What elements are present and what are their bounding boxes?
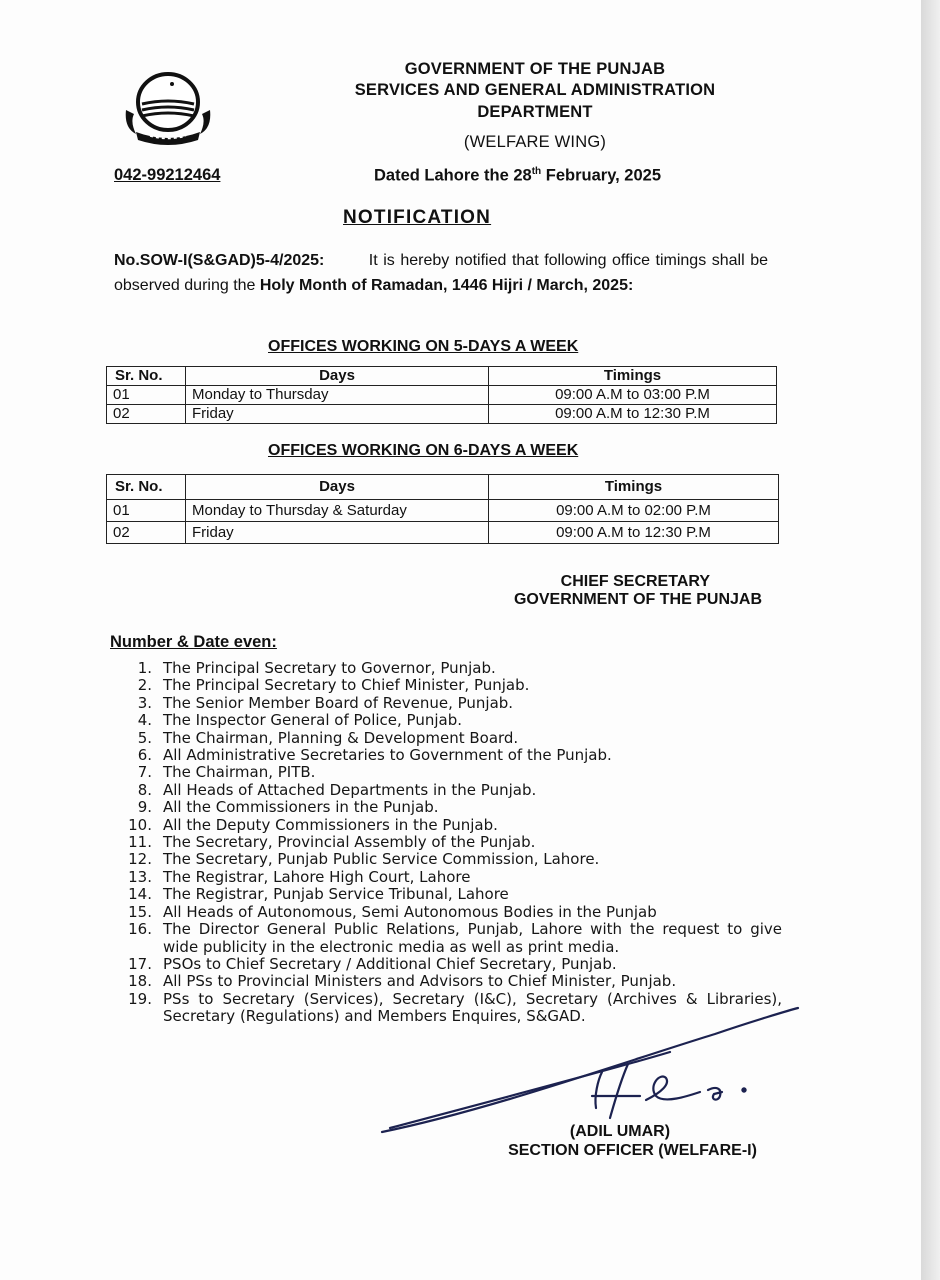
officer-designation: SECTION OFFICER (WELFARE-I) [508, 1142, 757, 1159]
list-item: 11. The Secretary, Provincial Assembly of the Punjab. [128, 833, 536, 852]
list-item: 10. All the Deputy Commissioners in the Punjab. [128, 815, 498, 834]
officer-name: (ADIL UMAR) [569, 1123, 671, 1140]
dated-line: Dated Lahore the 28th February, 2025 [374, 166, 662, 185]
notification-paragraph: No.SOW-I(S&GAD)5-4/2025: It is hereby notified that following office timings shall be observed during the Holy Month of Ramadan, 1446 Hijri / March, 2025: [114, 252, 769, 294]
six-day-table [106, 474, 779, 544]
five-day-title: OFFICES WORKING ON 5-DAYS A WEEK [268, 338, 579, 355]
table-row: 01 Monday to Thursday 09:00 A.M to 03:00 P.M [107, 386, 777, 405]
list-item: 3. The Senior Member Board of Revenue, Punjab. [137, 693, 514, 712]
list-item: 5. The Chairman, Planning & Development Board. [137, 728, 519, 747]
table-row: 01 Monday to Thursday & Saturday 09:00 A.M to 02:00 P.M [107, 500, 779, 522]
page-title: NOTIFICATION [343, 207, 492, 228]
six-day-title: OFFICES WORKING ON 6-DAYS A WEEK [268, 442, 579, 459]
five-day-table [106, 366, 777, 424]
table-header-row: Sr. No. Days Timings [107, 475, 779, 500]
table-row: 02 Friday 09:00 A.M to 12:30 P.M [107, 405, 777, 424]
list-item: 8. All Heads of Attached Departments in the Punjab. [137, 780, 537, 799]
list-item: 14. The Registrar, Punjab Service Tribunal, Lahore [128, 885, 509, 904]
list-item: 7. The Chairman, PITB. [137, 763, 316, 782]
header-wing: (WELFARE WING) [463, 133, 607, 151]
list-item: 4. The Inspector General of Police, Punjab. [137, 711, 462, 730]
list-item: 6. All Administrative Secretaries to Government of the Punjab. [137, 746, 612, 765]
phone-number: 042-99212464 [114, 166, 221, 184]
list-item: 12. The Secretary, Punjab Public Service Commission, Lahore. [128, 850, 600, 869]
list-item: 9. All the Commissioners in the Punjab. [137, 798, 439, 817]
list-item: 13. The Registrar, Lahore High Court, Lahore [128, 867, 471, 886]
distribution-list [110, 660, 782, 1026]
table-header-row: Sr. No. Days Timings [107, 367, 777, 386]
header-line-3: DEPARTMENT [477, 103, 593, 121]
list-item: 2. The Principal Secretary to Chief Minister, Punjab. [137, 676, 530, 695]
chief-secretary-government: GOVERNMENT OF THE PUNJAB [513, 591, 762, 608]
header-line-1: GOVERNMENT OF THE PUNJAB [404, 60, 666, 78]
list-item: 15. All Heads of Autonomous, Semi Autonomous Bodies in the Punjab [128, 902, 657, 921]
reference-number: No.SOW-I(S&GAD)5-4/2025: [114, 252, 325, 269]
signature [370, 1000, 810, 1140]
page-edge-shadow [921, 0, 940, 1280]
chief-secretary-title: CHIEF SECRETARY [560, 573, 710, 590]
list-item: 16. The Director General Public Relations, Punjab, Lahore with the request to give wide publicity in the electronic media as well as print media. [128, 920, 782, 956]
header-line-2: SERVICES AND GENERAL ADMINISTRATION [354, 81, 716, 99]
punjab-emblem-icon [120, 70, 220, 150]
list-item: 19. PSs to Secretary (Services), Secretary (I&C), Secretary (Archives & Libraries), Secretary (Regulations) and Members Enquires, S&GAD. [128, 989, 782, 1026]
table-row: 02 Friday 09:00 A.M to 12:30 P.M [107, 522, 779, 544]
list-item: 1. The Principal Secretary to Governor, Punjab. [137, 659, 496, 677]
list-item: 18. All PSs to Provincial Ministers and Advisors to Chief Minister, Punjab. [128, 972, 677, 991]
distribution-title: Number & Date even: [110, 633, 277, 651]
list-item: 17. PSOs to Chief Secretary / Additional Chief Secretary, Punjab. [128, 954, 617, 973]
